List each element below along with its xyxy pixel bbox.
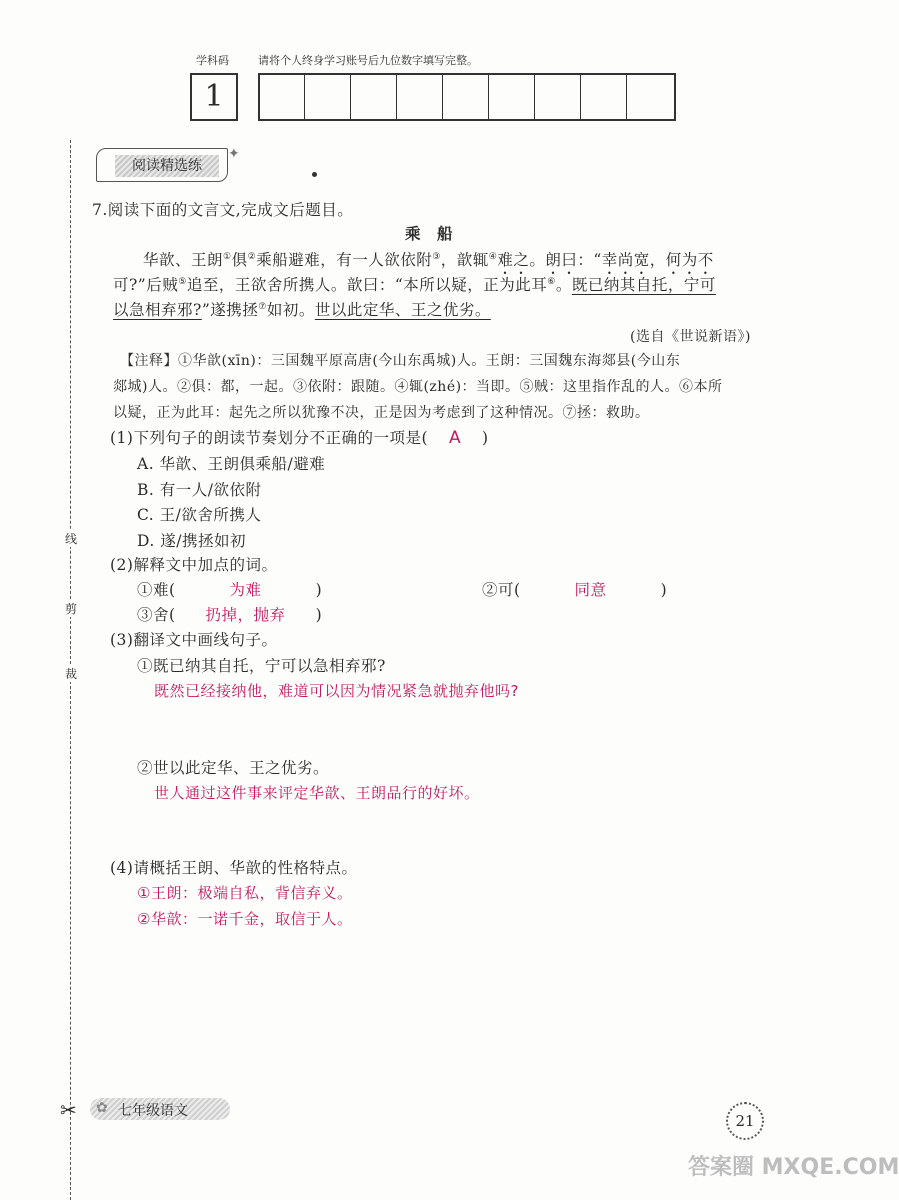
- subject-code-box: [190, 73, 238, 121]
- q3-sentence-2: ②世以此定华、王之优劣。: [137, 759, 330, 777]
- passage-line-1: 华歆、王朗①俱②乘船避难，有一人欲依附③，歆辄④难之。朗曰：“幸尚宽，何为不: [143, 251, 714, 269]
- scissors-icon: ✂: [60, 1098, 77, 1122]
- passage-source: (选自《世说新语》): [630, 329, 751, 345]
- q2-answer-3: 扔掉，抛弃: [205, 606, 286, 624]
- account-digit-boxes[interactable]: [258, 73, 676, 121]
- instruction-text: 请将个人终身学习账号后九位数字填写完整。: [258, 54, 478, 67]
- digit-cell[interactable]: [396, 75, 442, 121]
- digit-cell[interactable]: [304, 75, 350, 121]
- q1-option-d: D. 遂/携拯如初: [137, 532, 246, 550]
- section-title: 阅读精选练: [115, 155, 219, 177]
- notes-line-2: 郯城)人。②俱：都，一起。③依附：跟随。④辄(zhé)：当即。⑤贼：这里指作乱的人。⑥本所: [113, 379, 723, 395]
- q3-answer-1: 既然已经接纳他，难道可以因为情况紧急就抛弃他吗?: [154, 682, 519, 700]
- notes-line-1: 【注释】①华歆(xīn)：三国魏平原高唐(今山东禹城)人。王朗：三国魏东海郯县(今山东: [120, 353, 681, 369]
- q1-option-a: A. 华歆、王朗俱乘船/避难: [137, 455, 326, 473]
- q1-option-b: B. 有一人/欲依附: [137, 481, 262, 499]
- digit-cell[interactable]: [488, 75, 534, 121]
- watermark: 答案圈 MXQE.COM: [688, 1155, 899, 1180]
- question-intro: 7.阅读下面的文言文,完成文后题目。: [92, 201, 354, 219]
- subject-code-label: 学科码: [196, 54, 229, 67]
- star-icon: ✿: [96, 1100, 108, 1116]
- subject-code-value: 1: [204, 79, 224, 114]
- digit-cell[interactable]: [626, 75, 672, 121]
- passage-line-3: 以急相弃邪?”遂携拯⑦如初。世以此定华、王之优劣。: [113, 301, 491, 319]
- q4-answer-2: ②华歆：一诺千金，取信于人。: [137, 910, 353, 928]
- passage-title: 乘 船: [405, 224, 454, 243]
- sparkle-icon: ✦: [228, 146, 240, 162]
- q2-item-3: ③舍( 扔掉，抛弃 ): [137, 603, 322, 625]
- cut-label-jian: 剪: [64, 602, 77, 616]
- passage-line-2: 可?”后贼⑤追至，王欲舍所携人。歆曰：“本所以疑，正为此耳⑥。既已纳其自托，宁可: [113, 276, 716, 294]
- digit-cell[interactable]: [350, 75, 396, 121]
- digit-cell[interactable]: [442, 75, 488, 121]
- q4-answer-1: ①王朗：极端自私，背信弃义。: [137, 884, 353, 902]
- page-number: 21: [735, 1112, 755, 1130]
- footer-tag: [90, 1098, 230, 1120]
- q4-stem: (4)请概括王朗、华歆的性格特点。: [110, 859, 358, 877]
- section-banner: [96, 148, 228, 182]
- digit-cell[interactable]: [580, 75, 626, 121]
- q3-sentence-1: ①既已纳其自托，宁可以急相弃邪?: [137, 657, 386, 675]
- notes-line-3: 以疑，正为此耳：起先之所以犹豫不决，正是因为考虑到了这种情况。⑦拯：救助。: [113, 405, 650, 421]
- q1-answer: A: [448, 428, 462, 448]
- cut-label-cai: 裁: [64, 667, 77, 681]
- q3-answer-2: 世人通过这件事来评定华歆、王朗品行的好坏。: [154, 784, 480, 802]
- digit-cell[interactable]: [534, 75, 580, 121]
- digit-cell[interactable]: [258, 75, 304, 121]
- q2-answer-2: 同意: [574, 581, 607, 599]
- q1-option-c: C. 王/欲舍所携人: [137, 506, 262, 524]
- q2-item-1: ①难( 为难 ): [137, 578, 322, 600]
- q2-answer-1: 为难: [229, 581, 262, 599]
- q1-stem: (1)下列句子的朗读节奏划分不正确的一项是( A ): [110, 428, 489, 448]
- q2-stem: (2)解释文中加点的词。: [110, 556, 278, 574]
- q2-item-2: ②可( 同意 ): [482, 578, 667, 600]
- footer-book-title: 七年级语文: [118, 1103, 188, 1119]
- banner-dot: [312, 172, 317, 177]
- cut-label-xian: 线: [64, 532, 77, 546]
- q3-stem: (3)翻译文中画线句子。: [110, 631, 278, 649]
- page-number-badge: [726, 1102, 764, 1140]
